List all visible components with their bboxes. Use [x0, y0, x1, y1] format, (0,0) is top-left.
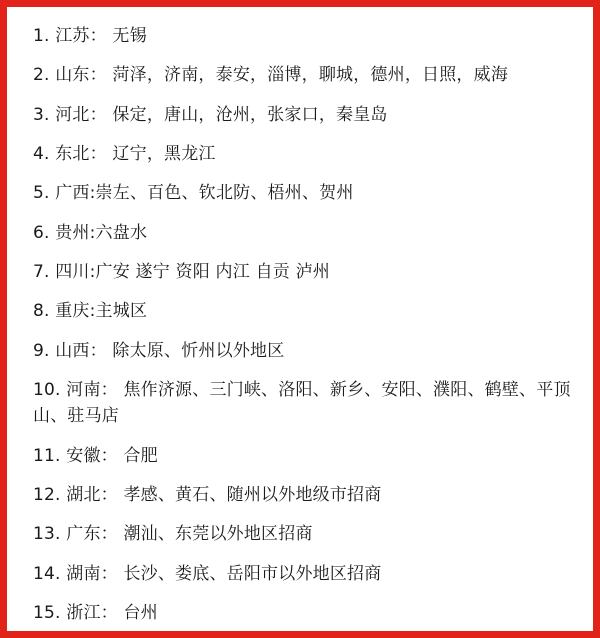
region-list — [33, 23, 575, 627]
list-item: 2. 山东： 菏泽，济南，泰安，淄博，聊城，德州，日照，威海 — [33, 65, 509, 86]
list-item: 3. 河北： 保定，唐山，沧州，张家口，秦皇岛 — [33, 104, 388, 125]
list-item: 8. 重庆:主城区 — [33, 301, 148, 322]
list-item: 1. 江苏： 无锡 — [33, 26, 147, 46]
list-item: 7. 四川:广安 遂宁 资阳 内江 自贡 泸州 — [33, 262, 330, 283]
list-item: 13. 广东： 潮汕、东莞以外地区招商 — [33, 524, 313, 545]
list-item: 14. 湖南： 长沙、娄底、岳阳市以外地区招商 — [33, 563, 382, 584]
list-item: 5. 广西:崇左、百色、钦北防、梧州、贺州 — [33, 183, 354, 204]
list-item: 6. 贵州:六盘水 — [33, 222, 148, 243]
list-item: 4. 东北： 辽宁，黑龙江 — [33, 144, 216, 165]
list-item: 11. 安徽： 合肥 — [33, 445, 158, 466]
list-item: 12. 湖北： 孝感、黄石、随州以外地级市招商 — [33, 485, 382, 506]
list-item: 10. 河南： 焦作济源、三门峡、洛阳、新乡、安阳、濮阳、鹤壁、平顶山、驻马店 — [33, 380, 571, 427]
list-item: 9. 山西： 除太原、忻州以外地区 — [33, 340, 285, 361]
list-item: 15. 浙江： 台州 — [33, 603, 158, 624]
